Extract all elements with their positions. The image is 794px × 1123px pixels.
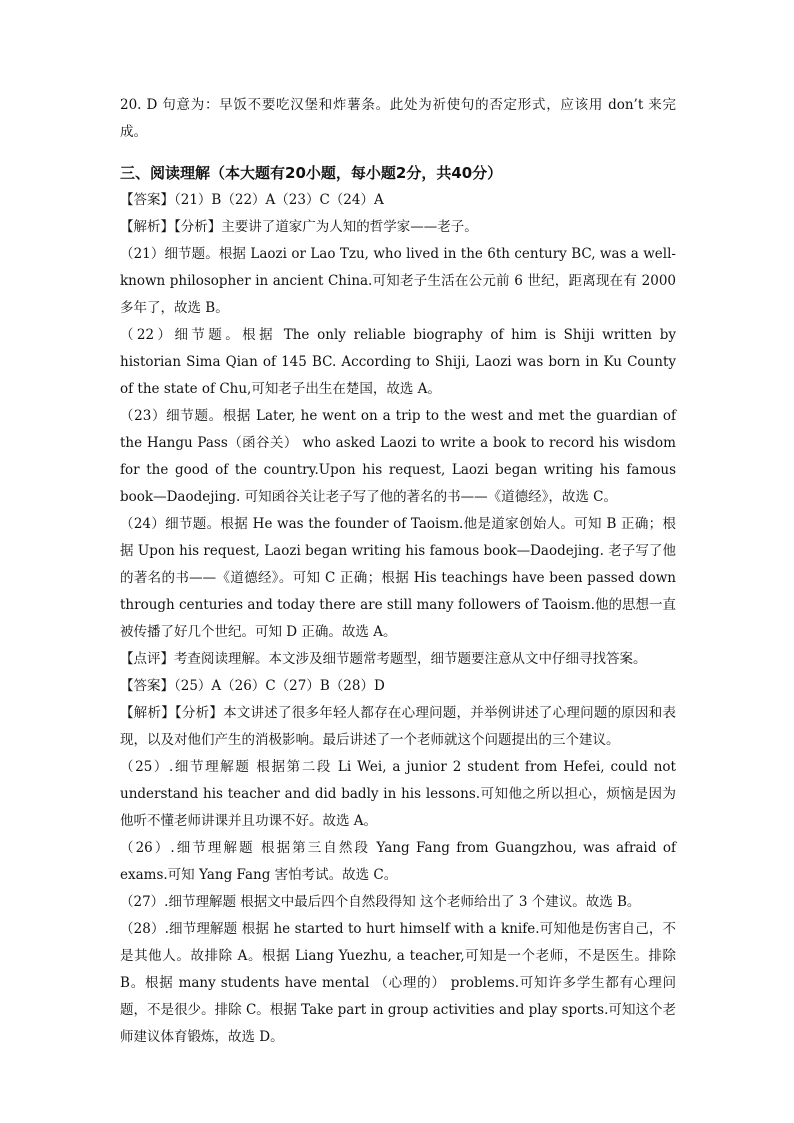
q21-explanation: （21）细节题。根据 Laozi or Lao Tzu, who lived in the 6th century BC, was a well-known philosopher in ancient China.可知老子生活在公元前 6 世纪，距离现在有 2000 多年了，故选 B。 — [120, 246, 676, 316]
q27-explanation: （27）.细节理解题 根据文中最后四个自然段得知 这个老师给出了 3 个建议。故选 B。 — [120, 894, 641, 910]
q22-explanation: （22）细节题。根据 The only reliable biography of him is Shiji written by historian Sima Qian of 145 BC. According to Shiji, Laozi was born in Ku County of the state of Chu,可知老子出生在楚国，故选 A。 — [120, 327, 676, 397]
q23-explanation: （23）细节题。根据 Later, he went on a trip to the west and met the guardian of the Hangu Pass（函谷关） who asked Laozi to write a book to record his wisdom for the good of the country.Upon his request, Laozi began writing his famous book—Daodejing. 可知函谷关让老子写了他的著名的书——《道德经》，故选 C。 — [120, 408, 676, 505]
passage1-answer: 【答案】（21）B（22）A（23）C（24）A — [120, 192, 384, 208]
q26-explanation: （26）.细节理解题 根据第三自然段 Yang Fang from Guangzhou, was afraid of exams.可知 Yang Fang 害怕考试。故选 C。 — [120, 840, 676, 883]
passage1-analysis: 【解析】【分析】主要讲了道家广为人知的哲学家——老子。 — [120, 219, 478, 235]
q25-explanation: （25）.细节理解题 根据第二段 Li Wei, a junior 2 student from Hefei, could not understand his teacher and did badly in his lessons.可知他之所以担心，烦恼是因为他听不懂老师讲课并且功课不好。故选 A。 — [120, 759, 676, 829]
q20-explanation: 20. D 句意为：早饭不要吃汉堡和炸薯条。此处为祈使句的否定形式，应该用 don’t 来完成。 — [120, 97, 676, 140]
passage2-analysis: 【解析】【分析】本文讲述了很多年轻人都存在心理问题，并举例讲述了心理问题的原因和表现，以及对他们产生的消极影响。最后讲述了一个老师就这个问题提出的三个建议。 — [120, 705, 676, 748]
spacer — [120, 146, 676, 160]
q28-explanation: （28）.细节理解题 根据 he started to hurt himself with a knife.可知他是伤害自己，不是其他人。故排除 A。根据 Liang Yuezhu, a teacher,可知是一个老师，不是医生。排除 B。根据 many students have mental （心理的） problems.可知许多学生都有心理问题，不是很少。排除 C。根据 Take part in group activities and play sports.可知这个老师建议体育锻炼，故选 D。 — [120, 921, 676, 1045]
passage1-comment: 【点评】考查阅读理解。本文涉及细节题常考题型，细节题要注意从文中仔细寻找答案。 — [120, 651, 647, 667]
section-heading: 三、阅读理解（本大题有20小题，每小题2分，共40分） — [120, 164, 503, 182]
q24-explanation: （24）细节题。根据 He was the founder of Taoism.他是道家创始人。可知 B 正确；根据 Upon his request, Laozi began writing his famous book—Daodejing. 老子写了他的著名的书——《道德经》。可知 C 正确；根据 His teachings have been passed down through centuries and today there are still many followers of Taoism.他的思想一直被传播了好几个世纪。可知 D 正确。故选 A。 — [120, 516, 676, 640]
document-page — [120, 92, 676, 1051]
passage2-answer: 【答案】（25）A（26）C（27）B（28）D — [120, 678, 385, 694]
